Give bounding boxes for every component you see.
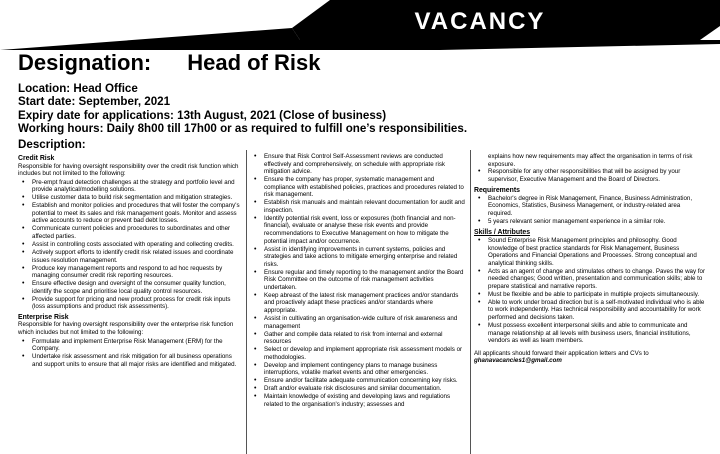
continuation-list <box>474 168 706 183</box>
list-item: • Utilise customer data to build risk segmentation and mitigation strategies. <box>18 194 243 202</box>
list-item: • Ensure and/or facilitate adequate communication concerning key risks. <box>250 377 466 385</box>
skills-title: Skills / Attributes <box>474 229 531 237</box>
continuation-text: explains how new requirements may affect the organisation in terms of risk exposure. <box>488 153 693 168</box>
application-email[interactable]: ghanavacancies1@gmail.com <box>474 357 562 365</box>
credit-risk-title: Credit Risk <box>18 155 55 162</box>
enterprise-risk-title: Enterprise Risk <box>18 313 69 321</box>
enterprise-risk-list <box>18 338 243 369</box>
requirements-list <box>474 195 706 226</box>
list-item: • Develop and implement contingency plans to manage business interruptions, volatile market events and other emergencies. <box>250 362 466 377</box>
location: Location: Head Office <box>18 82 138 95</box>
skills-list <box>474 237 706 345</box>
list-item: • Must be flexible and be able to participate in multiple projects simultaneously. <box>474 291 706 299</box>
job-details <box>18 82 467 136</box>
enterprise-risk-list-continued <box>250 153 466 409</box>
start-date: Start date: September, 2021 <box>18 95 171 109</box>
list-item: • Sound Enterprise Risk Management principles and philosophy. Good knowledge of best practice standards for Risk Management, Business Operations and Financial Operations and Processes. Strong conceptual and analytical thinking skills. <box>474 237 706 267</box>
list-item: • Identify potential risk event, loss or exposures (both financial and non-financial), evaluate or analyse these risk events and provide recommendations to Executive Management on how to mitigate the potential impact and/or occurrence. <box>250 215 466 245</box>
list-item: • Provide support for pricing and new product process for credit risk inputs (loss assumptions and product risk assessments). <box>18 296 243 311</box>
credit-risk-intro: Responsible for having oversight responsibility over the credit risk function which includes but not limited to the following: <box>18 162 239 178</box>
column-credit-enterprise <box>18 153 243 369</box>
list-item: • Assist in controlling costs associated with operating and collecting credits. <box>18 241 243 249</box>
list-item: • Assist in identifying improvements in current systems, policies and strategies and take actions to mitigate emerging enterprise and related risks. <box>250 246 466 269</box>
list-item: • Formulate and implement Enterprise Risk Management (ERM) for the Company. <box>18 338 243 353</box>
list-item: • Able to work under broad direction but is a self-motivated individual who is able to work independently. Has technical responsibility and accountability for work performed and decisions taken. <box>474 299 706 322</box>
list-item: • Ensure effective design and oversight of the consumer quality function, identify the scope and prioritise local quality control resources. <box>18 280 243 295</box>
list-item: • Select or develop and implement appropriate risk assessment models or methodologies. <box>250 346 466 361</box>
column-enterprise-continued <box>250 153 466 409</box>
list-item: • Produce key management reports and respond to ad hoc requests by managing consumer credit risk reporting resources. <box>18 265 243 280</box>
list-item: • Ensure regular and timely reporting to the management and/or the Board Risk Committee on the outcome of risk management activities undertaken. <box>250 269 466 292</box>
list-item: • Gather and compile data related to risk from internal and external resources <box>250 331 466 346</box>
enterprise-risk-intro: Responsible for having oversight responsibility over the enterprise risk function which includes but not limited to the following: <box>18 321 234 337</box>
list-item: • Acts as an agent of change and stimulates others to change. Paves the way for needed changes; Good written, presentation and communication skills; able to prepare statistical and narrative reports. <box>474 268 706 291</box>
list-item: • Establish and monitor policies and procedures that will foster the company's potential to meet its sales and risk management goals. Monitor and assess active accounts to reduce or prevent bad debt losses. <box>18 202 243 225</box>
designation-heading <box>18 50 321 76</box>
list-item: • Assist in cultivating an organisation-wide culture of risk awareness and management <box>250 315 466 330</box>
working-hours: Working hours: Daily 8h00 till 17h00 or as required to fulfill one’s responsibilities. <box>18 122 468 136</box>
list-item: • Ensure that Risk Control Self-Assessment reviews are conducted effectively and comprehensively, on schedule with appropriate risk mitigation advice. <box>250 153 466 176</box>
list-item: • Undertake risk assessment and risk mitigation for all business operations and support units to ensure that all major risks are identified and mitigated. <box>18 353 243 368</box>
list-item: • Must possess excellent interpersonal skills and able to communicate and manage relationship at all levels with business users, financial institutions, vendors as well as team members. <box>474 322 706 345</box>
list-item: • Draft and/or evaluate risk disclosures and similar documentation. <box>250 385 466 393</box>
list-item: • Maintain knowledge of existing and developing laws and regulations related to the organisation's industry; assesses and <box>250 393 466 408</box>
list-item: • Responsible for any other responsibilities that will be assigned by your supervisor, Executive Management and the Board of Directors. <box>474 168 706 183</box>
banner-title: VACANCY <box>414 8 546 35</box>
list-item: • Ensure the company has proper, systematic management and compliance with established policies, practices and procedures related to risk management. <box>250 176 466 199</box>
list-item: • 5 years relevant senior management experience in a similar role. <box>474 218 706 226</box>
list-item: • Keep abreast of the latest risk management practices and/or standards and proactively adapt these practices and/or standards where appropriate. <box>250 292 466 315</box>
column-divider <box>246 150 247 454</box>
vacancy-banner <box>0 0 720 50</box>
credit-risk-list <box>18 179 243 311</box>
designation-value: Head of Risk <box>187 50 321 75</box>
column-divider <box>470 150 471 454</box>
description-heading: Description: <box>18 138 86 151</box>
list-item: • Pre-empt fraud detection challenges at the strategy and portfolio level and provide analytical/modelling solutions. <box>18 179 243 194</box>
expiry-date: Expiry date for applications: 13th August, 2021 (Close of business) <box>18 108 387 122</box>
list-item: • Establish risk manuals and maintain relevant documentation for audit and inspection. <box>250 199 466 214</box>
designation-label: Designation: <box>18 50 152 75</box>
closing-text: All applicants should forward their application letters and CVs to <box>474 349 649 357</box>
list-item: • Actively support efforts to identify credit risk related issues and coordinate issues resolution management. <box>18 249 243 264</box>
requirements-title: Requirements <box>474 187 520 195</box>
list-item: • Bachelor's degree in Risk Management, Finance, Business Administration, Economics, Statistics, Business Management, or industry-related area required. <box>474 195 706 218</box>
list-item: • Communicate current policies and procedures to subordinates and other affected parties. <box>18 225 243 240</box>
column-requirements-skills <box>474 153 706 365</box>
